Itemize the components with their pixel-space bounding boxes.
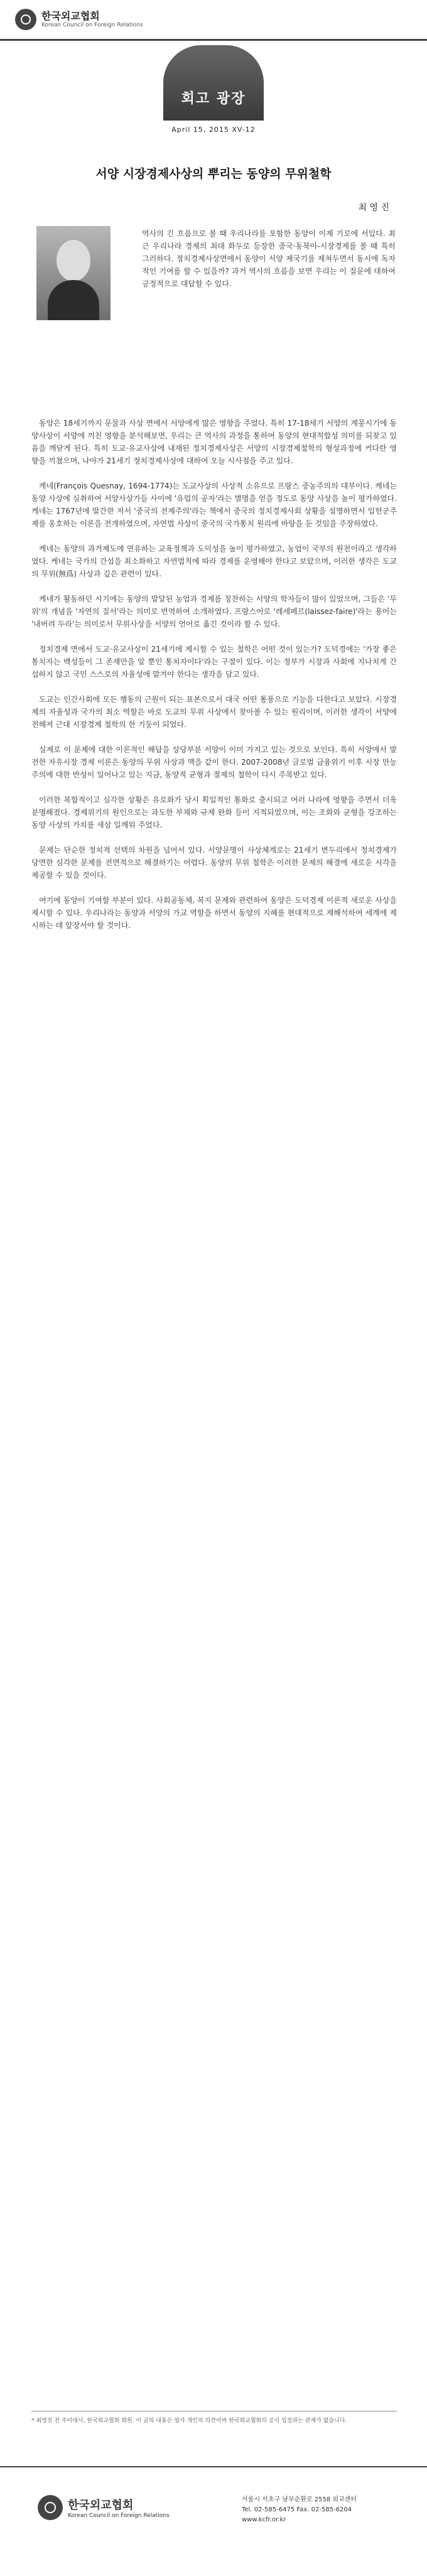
article-body xyxy=(31,417,397,944)
footnote: * 최영진 전 주미대사, 한국외교협회 회원. 이 글의 내용은 필자 개인의 의견이며 한국외교협회의 공식 입장과는 관계가 없습니다. xyxy=(31,2411,397,2425)
contact-block xyxy=(242,2495,357,2525)
paragraph: 여기에 동양이 기여할 부분이 있다. 사회공동체, 복지 문제와 관련하여 동양은 도덕경제 이론적 새로운 사상을 제시할 수 있다. 우리나라는 동양과 서양의 가교 역할을 하면서 동양의 지혜를 현대적으로 재해석하여 세계에 제시하는 데 앞장서야 할 것이다. xyxy=(31,896,397,930)
author-name: 최 영 진 xyxy=(358,203,389,213)
paragraph: 케네(François Quesnay, 1694-1774)는 도교사상의 사상적 소유으로 프랑스 중농주의의 대부이다. 케네는 동양 사상에 심취하여 서양사상가들 사이에 '유럽의 공자'라는 별명을 얻을 정도로 동양 사상을 높이 평가하였다. 케네는 1767년에 발간한 저서 '중국의 전제주의'라는 책에서 중국의 정치경제사회 상황을 설명하면서 입헌군주제를 옹호하는 이론을 전개하였으며, 자연법 사상이 중국의 국가통치 원리에 바탕을 둔 것임을 주장하였다. xyxy=(31,482,397,528)
logo-emblem-icon xyxy=(38,2495,63,2520)
issue-date: April 15, 2015 XV-12 xyxy=(171,126,256,134)
paragraph: 문제는 단순한 정치적 선택의 차원을 넘어서 있다. 서양문명이 사상체계로는 21세기 변두리에서 정치경제가 당면한 심각한 문제를 전면적으로 해결하기는 어렵다. 동양의 무위 철학은 이러한 문제의 해결에 새로운 시각을 제공할 수 있을 것이다. xyxy=(31,846,397,880)
footer-org-name-kr: 한국외교협회 xyxy=(68,2499,134,2512)
paragraph: 정치경제 면에서 도교·유교사상이 21세기에 제시할 수 있는 철학은 어떤 것이 있는가? 도덕경에는 '가장 좋은 통치자는 백성들이 그 존재만을 알 뿐인 통치자이다'라는 구절이 있다. 이는 정부가 시장과 사회에 지나치게 간섭하지 않고 국민 스스로의 자율성에 맡겨야 한다는 생각을 담고 있다. xyxy=(31,645,397,679)
issue-banner xyxy=(163,45,264,139)
address: 서울시 서초구 남부순환로 2558 외교센터 xyxy=(242,2496,357,2503)
paragraph: 실제로 이 문제에 대한 이론적인 해답을 상당부분 서양이 이미 가지고 있는 것으로 보인다. 특히 서양에서 발전한 자유시장 경제 이론은 동양의 무위 사상과 맥을 같이 한다. 2007-2008년 글로벌 금융위기 이후 시장 만능주의에 대한 반성이 일어나고 있는 지금, 동양적 균형과 절제의 철학이 다시 주목받고 있다. xyxy=(31,745,397,779)
paragraph: 도교는 인간사회에 모든 행동의 근원이 되는 표본으로서 대국 어떤 통풍으로 기능을 다한다고 보았다. 시장경제의 자율성과 국가의 최소 역할은 바로 도교의 무위 사상에서 찾아볼 수 있는 원리이며, 이러한 생각이 서양에 전해져 근대 시장경제 철학의 한 기둥이 되었다. xyxy=(31,695,397,729)
article-intro: 역사의 긴 흐름으로 볼 때 우리나라를 포함한 동양이 이제 기로에 서있다. 최근 우리나라 경제의 최대 화두로 등장한 중국·동북아-시장경제를 볼 때 특히 그러하다. 정치경제사상면에서 동양이 서양 제국기를 제쳐두면서 동시에 독자적인 기여를 할 수 있을까? 과거 역사의 흐름을 보면 우리는 이 질문에 대하여 긍정적으로 대답할 수 있다. xyxy=(142,229,396,288)
org-name-en: Korean Council on Foreign Relations xyxy=(41,21,143,28)
paragraph: 케네가 활동하던 시기에는 동양의 발달된 농업과 경제를 칭찬하는 서양의 학자들이 많이 있었으며, 그들은 '무위'의 개념을 '자연의 질서'라는 의미로 번역하여 소개하였다. 프랑스어로 '레세페르(laissez-faire)'라는 용어는 '내버려 두라'는 의미로서 무위사상을 서양의 언어로 옮긴 것이라 할 수 있다. xyxy=(31,595,397,628)
org-name-kr: 한국외교협회 xyxy=(41,9,100,22)
page-footer xyxy=(0,2466,427,2576)
website-link[interactable]: www.kcfr.or.kr xyxy=(242,2516,286,2523)
footer-logo xyxy=(38,2495,170,2520)
org-logo xyxy=(15,9,143,30)
paragraph: 동양은 18세기까지 문물과 사상 면에서 서양에게 많은 영향을 주었다. 특히 17-18세기 서양의 계몽시기에 동양사상이 서양에 끼친 영향을 분석해보면, 우리는 큰 역사의 과정을 통하여 동양의 현대적합성 의미를 되찾고 있음을 깨닫게 된다. 특히 도교·유교사상에 내재된 정치경제사상은 서양의 시장경제철학의 형성과정에 커다란 영향을 끼쳤으며, 나아가 21세기 정치경제사상에 대하여 오늘 시사점을 주고 있다. xyxy=(31,419,397,465)
page-header xyxy=(0,0,427,41)
phone-fax: Tel. 02-585-6475 Fax. 02-585-6204 xyxy=(242,2506,352,2513)
article-title: 서양 시장경제사상의 뿌리는 동양의 무위철학 xyxy=(95,167,332,181)
logo-emblem-icon xyxy=(15,9,36,30)
footer-org-name-en: Korean Council on Foreign Relations xyxy=(68,2513,170,2519)
paragraph: 이러한 복합적이고 심각한 상황은 유로화가 당시 획일적인 통화로 출시되고 여러 나라에 영향을 주면서 더욱 분명해졌다. 경제위기의 원인으로는 과도한 부채와 규제 완화 등이 지적되었으며, 이는 조화와 균형을 강조하는 동양 사상의 가치를 새삼 일깨워 주었다. xyxy=(31,795,397,829)
author-photo xyxy=(36,226,111,320)
paragraph: 케네는 동양의 과거제도에 연유하는 교육정책과 도덕성을 높이 평가하였고, 농업이 국부의 원천이라고 생각하였다. 케네는 국가의 간섭을 최소화하고 자연법칙에 따라 경제를 운영해야 한다고 보았으며, 이러한 생각은 도교의 무위(無爲) 사상과 깊은 관련이 있다. xyxy=(31,544,397,578)
banner-label: 회고 광장 xyxy=(181,91,246,107)
